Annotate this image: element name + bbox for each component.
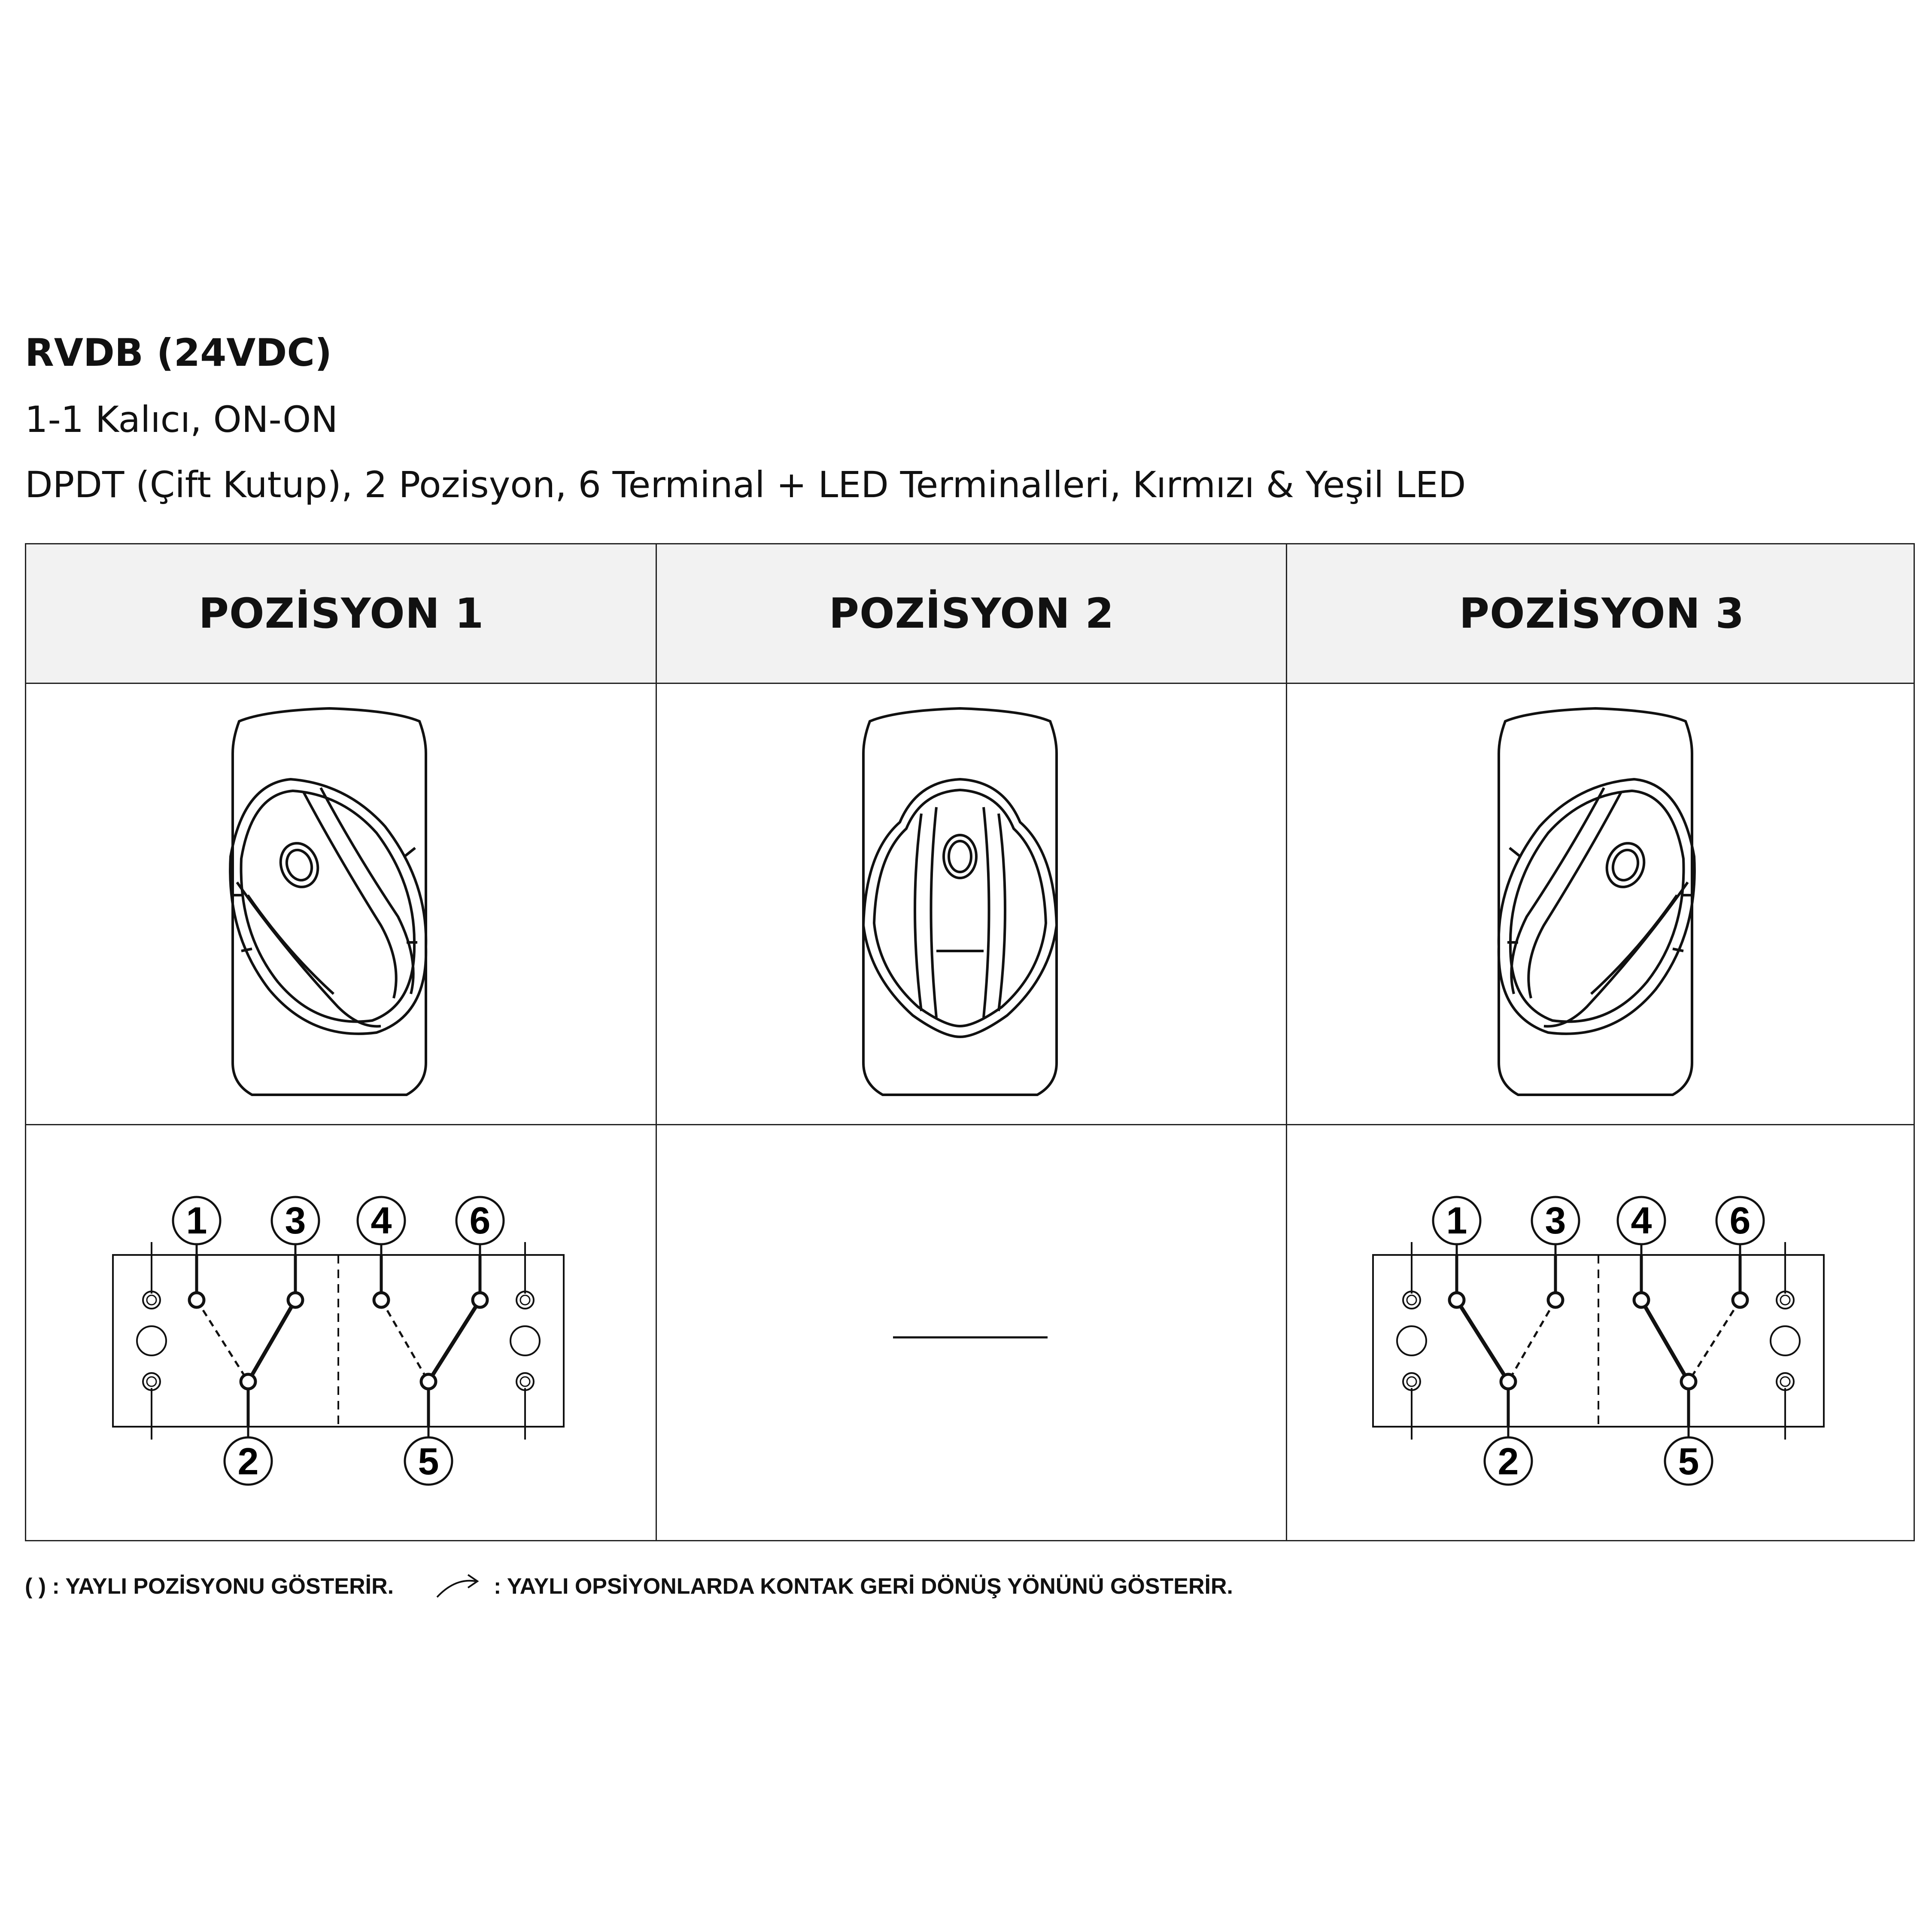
footer-note-spring: ( ) : YAYLI POZİSYONU GÖSTERİR. bbox=[25, 1574, 394, 1599]
rocker-position-3 bbox=[1499, 708, 1695, 1095]
circuit-position-1 bbox=[113, 1197, 564, 1485]
terminal-5-label: 5 bbox=[1678, 1440, 1699, 1482]
header-position-2: POZİSYON 2 bbox=[829, 589, 1115, 638]
terminal-2-label: 2 bbox=[237, 1440, 259, 1482]
product-title: RVDB (24VDC) bbox=[25, 331, 332, 375]
terminal-4-label: 4 bbox=[371, 1199, 392, 1242]
terminal-1-label: 1 bbox=[1446, 1199, 1467, 1242]
terminal-3-label: 3 bbox=[285, 1199, 306, 1242]
rocker-position-2 bbox=[863, 708, 1057, 1095]
terminal-2-label: 2 bbox=[1498, 1440, 1519, 1482]
header-position-3: POZİSYON 3 bbox=[1459, 589, 1745, 638]
rocker-position-1 bbox=[230, 708, 426, 1095]
header-position-1: POZİSYON 1 bbox=[198, 589, 484, 638]
terminal-4-label: 4 bbox=[1631, 1199, 1652, 1242]
terminal-6-label: 6 bbox=[469, 1199, 491, 1242]
terminal-5-label: 5 bbox=[418, 1440, 439, 1482]
curved-arrow-icon bbox=[437, 1575, 477, 1597]
footer-note-return: : YAYLI OPSİYONLARDA KONTAK GERİ DÖNÜŞ YÖNÜNÜ GÖSTERİR. bbox=[494, 1574, 1233, 1599]
terminal-3-label: 3 bbox=[1545, 1199, 1566, 1242]
product-subtitle: 1-1 Kalıcı, ON-ON bbox=[25, 398, 338, 440]
circuit-position-3 bbox=[1373, 1197, 1824, 1485]
product-description: DPDT (Çift Kutup), 2 Pozisyon, 6 Terminal + LED Terminalleri, Kırmızı & Yeşil LED bbox=[25, 464, 1466, 506]
terminal-6-label: 6 bbox=[1729, 1199, 1751, 1242]
terminal-1-label: 1 bbox=[186, 1199, 207, 1242]
